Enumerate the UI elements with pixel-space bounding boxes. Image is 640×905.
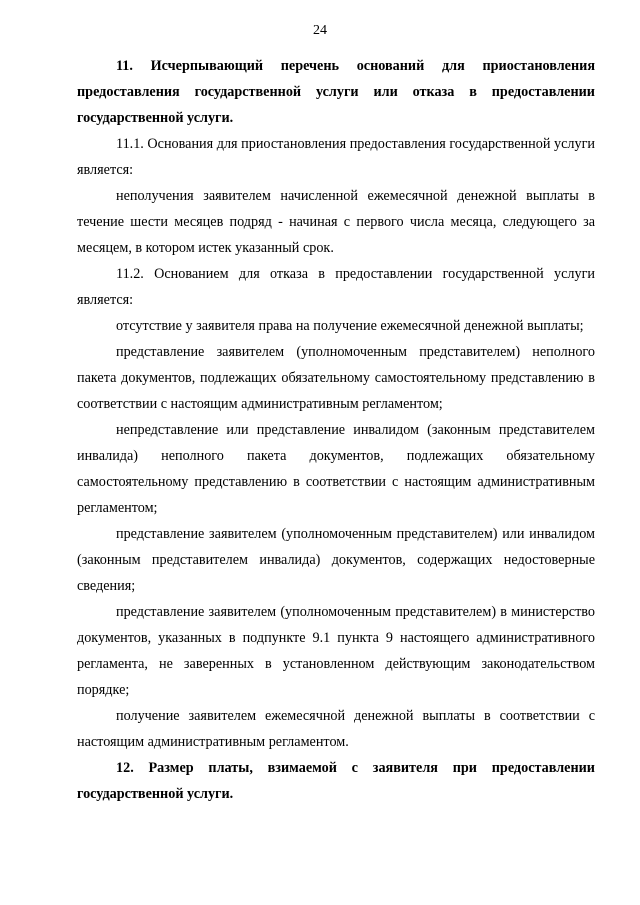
paragraph-11-2-item: представление заявителем (уполномоченным представителем) или инвалидом (законным представителем инвалида) документов, содержащих недостоверные сведения; [77, 526, 595, 594]
paragraph-11-1-intro: 11.1. Основания для приостановления предоставления государственной услуги является: [77, 136, 595, 178]
paragraph-11-2-item: непредставление или представление инвалидом (законным представителем инвалида) неполного пакета документов, подлежащих обязательному самостоятельному представлению в соответствии с настоящим административным регламентом; [77, 422, 595, 516]
section-11-heading: 11. Исчерпывающий перечень оснований для приостановления предоставления государственной услуги или отказа в предоставлении государственной услуги. [77, 58, 595, 126]
paragraph-11-2-item: отсутствие у заявителя права на получение ежемесячной денежной выплаты; [116, 318, 584, 334]
page-number: 24 [313, 23, 327, 38]
paragraph-11-1-item: неполучения заявителем начисленной ежемесячной денежной выплаты в течение шести месяцев подряд - начиная с первого числа месяца, следующего за месяцем, в котором истек указанный срок. [77, 188, 595, 256]
paragraph-11-2-item: представление заявителем (уполномоченным представителем) неполного пакета документов, подлежащих обязательному самостоятельному представлению в соответствии с настоящим административным регламентом; [77, 344, 595, 412]
section-12-heading: 12. Размер платы, взимаемой с заявителя при предоставлении государственной услуги. [77, 760, 595, 802]
paragraph-11-2-item: получение заявителем ежемесячной денежной выплаты в соответствии с настоящим административным регламентом. [77, 708, 595, 750]
paragraph-11-2-intro: 11.2. Основанием для отказа в предоставлении государственной услуги является: [77, 266, 595, 308]
paragraph-11-2-item: представление заявителем (уполномоченным представителем) в министерство документов, указанных в подпункте 9.1 пункта 9 настоящего административного регламента, не заверенных в установленном действующим законодательством порядке; [77, 604, 595, 698]
document-body [77, 53, 595, 807]
